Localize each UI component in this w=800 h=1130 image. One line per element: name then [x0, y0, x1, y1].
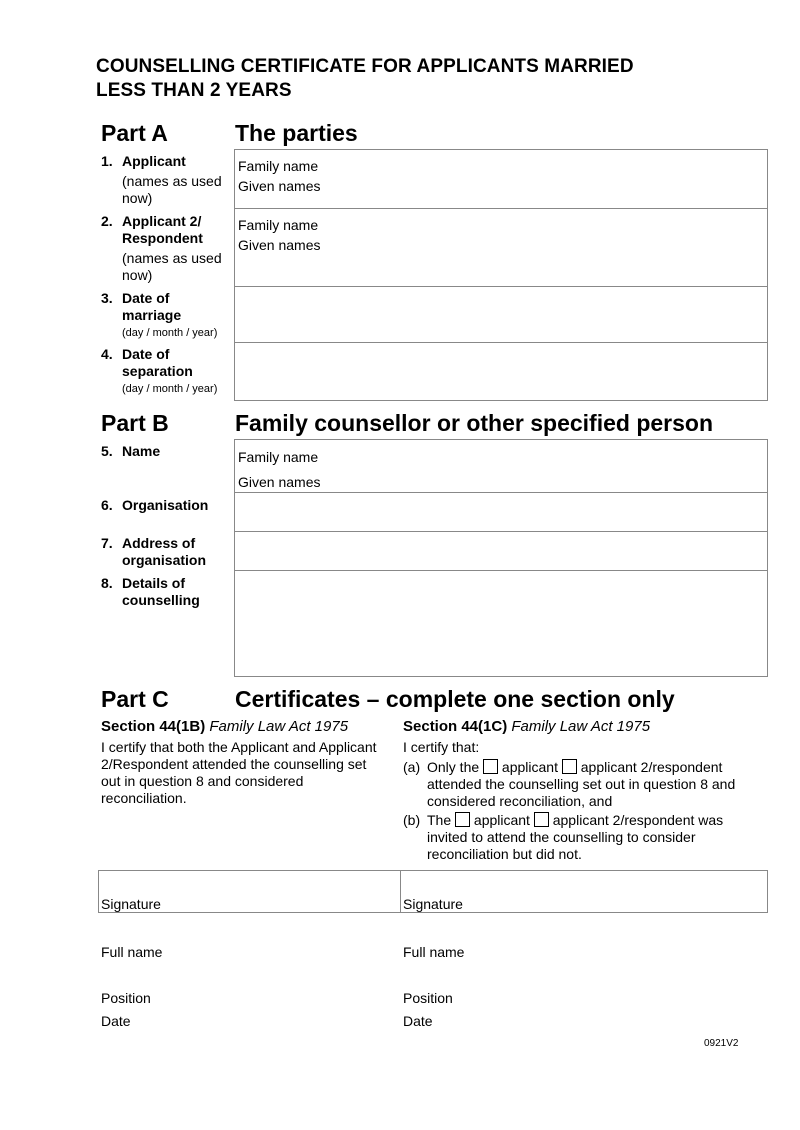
section-44-1c-act: Family Law Act 1975	[511, 718, 651, 735]
date-label-left: Date	[101, 1013, 131, 1029]
q7-label-2: organisation	[122, 552, 207, 568]
item-b-marker: (b)	[403, 812, 421, 828]
part-c-heading: Certificates – complete one section only	[235, 686, 675, 712]
part-c-label: Part C	[101, 686, 169, 712]
q4-date-format: (day / month / year)	[122, 383, 218, 395]
date-label-right: Date	[403, 1013, 433, 1029]
item-a-marker: (a)	[403, 759, 421, 775]
applicant2-family-name-label: Family name	[238, 217, 319, 233]
document-title	[96, 55, 736, 103]
part-b-label: Part B	[101, 410, 169, 436]
signature-label-left: Signature	[101, 896, 161, 912]
item-b-prefix: The	[427, 812, 452, 828]
q3-label-block	[122, 290, 234, 342]
q4-label-block	[122, 346, 234, 398]
item-a-applicant-label: applicant	[501, 759, 558, 775]
item-b-line-3: reconciliation but did not.	[427, 846, 582, 862]
section-44-1b-heading	[101, 718, 348, 735]
q7-label-1: Address of	[122, 535, 196, 551]
q8-label-block	[122, 575, 200, 609]
q1-label-block	[122, 153, 234, 207]
q2-number: 2.	[101, 213, 113, 229]
q5-label: Name	[122, 443, 161, 459]
q2-sub-2: now)	[122, 267, 153, 283]
q1-label: Applicant	[122, 153, 186, 169]
item-b-line-2: invited to attend the counselling to consider	[427, 829, 696, 845]
q4-label-1: Date of	[122, 346, 170, 362]
title-line-2: LESS THAN 2 YEARS	[96, 80, 292, 101]
item-a-text	[427, 759, 767, 810]
applicant-family-name-label: Family name	[238, 158, 319, 174]
counsellor-family-name-label: Family name	[238, 449, 319, 465]
section-44-1b-text	[101, 739, 396, 807]
q2-label-2: Respondent	[122, 230, 203, 246]
q6-number: 6.	[101, 497, 113, 513]
applicant-given-names-label: Given names	[238, 178, 321, 194]
position-label-right: Position	[403, 990, 453, 1006]
q3-number: 3.	[101, 290, 113, 306]
signature-label-right: Signature	[403, 896, 463, 912]
counselling-details-field[interactable]	[234, 570, 768, 677]
section-44-1b-line-4: reconciliation.	[101, 790, 187, 806]
q2-sub-1: (names as used	[122, 250, 222, 266]
q8-label-1: Details of	[122, 575, 186, 591]
section-44-1b-line-1: I certify that both the Applicant and Applicant	[101, 739, 377, 755]
item-b-applicant2-checkbox[interactable]	[534, 812, 549, 827]
q4-number: 4.	[101, 346, 113, 362]
q1-sub-1: (names as used	[122, 173, 222, 189]
item-b-applicant-label: applicant	[473, 812, 530, 828]
applicant2-given-names-label: Given names	[238, 237, 321, 253]
date-of-separation-field[interactable]	[234, 342, 768, 401]
date-of-marriage-field[interactable]	[234, 286, 768, 343]
item-b-applicant-checkbox[interactable]	[455, 812, 470, 827]
item-a-line-2: attended the counselling set out in question 8 and	[427, 776, 736, 792]
item-b-applicant2-label: applicant 2/respondent was	[552, 812, 724, 828]
organisation-field[interactable]	[234, 492, 768, 532]
q2-label-block	[122, 213, 234, 284]
q7-number: 7.	[101, 535, 113, 551]
q3-label-1: Date of	[122, 290, 170, 306]
q1-sub-2: now)	[122, 190, 153, 206]
part-a-label: Part A	[101, 120, 168, 146]
section-44-1b-act: Family Law Act 1975	[209, 718, 349, 735]
counsellor-given-names-label: Given names	[238, 474, 321, 490]
section-44-1c-heading	[403, 718, 650, 735]
q8-number: 8.	[101, 575, 113, 591]
section-44-1b-line-3: out in question 8 and considered	[101, 773, 304, 789]
q3-label-2: marriage	[122, 307, 182, 323]
item-a-prefix: Only the	[427, 759, 480, 775]
q6-label: Organisation	[122, 497, 209, 513]
q5-number: 5.	[101, 443, 113, 459]
position-label-left: Position	[101, 990, 151, 1006]
q8-label-2: counselling	[122, 592, 200, 608]
q4-label-2: separation	[122, 363, 193, 379]
item-a-applicant2-label: applicant 2/respondent	[580, 759, 723, 775]
section-44-1b-line-2: 2/Respondent attended the counselling set	[101, 756, 367, 772]
item-a-applicant-checkbox[interactable]	[483, 759, 498, 774]
full-name-label-left: Full name	[101, 944, 163, 960]
section-44-1c-intro: I certify that:	[403, 739, 480, 755]
item-a-applicant2-checkbox[interactable]	[562, 759, 577, 774]
item-a-line-3: considered reconciliation, and	[427, 793, 613, 809]
q7-label-block	[122, 535, 206, 569]
part-b-heading: Family counsellor or other specified person	[235, 410, 714, 436]
section-44-1c-title: Section 44(1C)	[403, 718, 508, 735]
title-line-1: COUNSELLING CERTIFICATE FOR APPLICANTS MARRIED	[96, 56, 634, 77]
section-44-1b-title: Section 44(1B)	[101, 718, 206, 735]
form-code: 0921V2	[704, 1038, 739, 1049]
organisation-address-field[interactable]	[234, 531, 768, 571]
item-b-text	[427, 812, 767, 863]
part-a-heading: The parties	[235, 120, 358, 146]
full-name-label-right: Full name	[403, 944, 465, 960]
q1-number: 1.	[101, 153, 113, 169]
q3-date-format: (day / month / year)	[122, 327, 218, 339]
q2-label-1: Applicant 2/	[122, 213, 202, 229]
